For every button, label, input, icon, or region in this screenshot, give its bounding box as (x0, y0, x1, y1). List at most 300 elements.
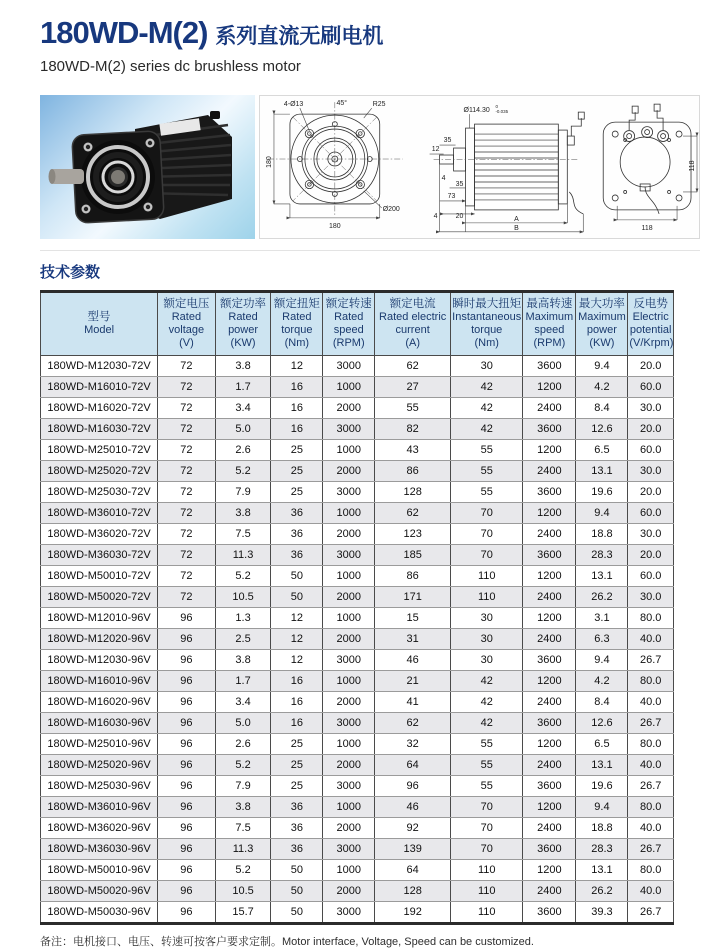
value-cell: 9.4 (576, 797, 628, 818)
value-cell: 96 (158, 671, 216, 692)
value-cell: 3000 (323, 356, 375, 377)
value-cell: 20.0 (628, 419, 674, 440)
value-cell: 110 (451, 587, 523, 608)
value-cell: 96 (158, 902, 216, 924)
value-cell: 7.5 (215, 524, 271, 545)
value-cell: 2400 (523, 629, 576, 650)
value-cell: 9.4 (576, 650, 628, 671)
value-cell: 5.0 (215, 419, 271, 440)
value-cell: 96 (158, 797, 216, 818)
value-cell: 70 (451, 524, 523, 545)
rear-dim-width-label: 118 (641, 224, 653, 232)
value-cell: 20.0 (628, 482, 674, 503)
value-cell: 9.4 (576, 356, 628, 377)
value-cell: 30.0 (628, 524, 674, 545)
side-shaft-dia-label: Ø114.30 (463, 107, 490, 115)
value-cell: 42 (451, 419, 523, 440)
value-cell: 55 (451, 734, 523, 755)
value-cell: 96 (158, 881, 216, 902)
value-cell: 26.7 (628, 776, 674, 797)
model-cell: 180WD-M16010-72V (41, 377, 158, 398)
value-cell: 3000 (323, 419, 375, 440)
value-cell: 20.0 (628, 356, 674, 377)
value-cell: 50 (271, 587, 323, 608)
value-cell: 192 (375, 902, 451, 924)
table-row (41, 902, 674, 924)
value-cell: 60.0 (628, 566, 674, 587)
model-cell: 180WD-M25030-72V (41, 482, 158, 503)
value-cell: 1000 (323, 860, 375, 881)
front-outer-dia-label: Ø200 (382, 205, 400, 213)
model-cell: 180WD-M25010-72V (41, 440, 158, 461)
motor-photo-illustration (40, 95, 255, 239)
value-cell: 2.6 (215, 440, 271, 461)
value-cell: 96 (158, 692, 216, 713)
value-cell: 110 (451, 881, 523, 902)
value-cell: 16 (271, 692, 323, 713)
value-cell: 13.1 (576, 755, 628, 776)
column-header: 额定扭矩 Rated torque (Nm) (271, 292, 323, 356)
value-cell: 50 (271, 566, 323, 587)
value-cell: 3000 (323, 650, 375, 671)
value-cell: 55 (451, 461, 523, 482)
value-cell: 12 (271, 629, 323, 650)
table-row (41, 776, 674, 797)
value-cell: 30.0 (628, 587, 674, 608)
value-cell: 80.0 (628, 860, 674, 881)
value-cell: 3.4 (215, 398, 271, 419)
value-cell: 41 (375, 692, 451, 713)
value-cell: 2.5 (215, 629, 271, 650)
table-row (41, 608, 674, 629)
page-title (40, 16, 718, 56)
value-cell: 55 (451, 755, 523, 776)
value-cell: 12.6 (576, 713, 628, 734)
value-cell: 60.0 (628, 503, 674, 524)
side-view-drawing (430, 104, 585, 232)
value-cell: 5.2 (215, 461, 271, 482)
value-cell: 128 (375, 482, 451, 503)
value-cell: 25 (271, 440, 323, 461)
value-cell: 72 (158, 419, 216, 440)
value-cell: 96 (158, 755, 216, 776)
value-cell: 72 (158, 440, 216, 461)
value-cell: 19.6 (576, 776, 628, 797)
value-cell: 86 (375, 566, 451, 587)
value-cell: 1000 (323, 608, 375, 629)
value-cell: 36 (271, 524, 323, 545)
value-cell: 139 (375, 839, 451, 860)
table-row (41, 461, 674, 482)
value-cell: 30.0 (628, 461, 674, 482)
value-cell: 13.1 (576, 860, 628, 881)
value-cell: 96 (158, 650, 216, 671)
value-cell: 2400 (523, 461, 576, 482)
value-cell: 70 (451, 503, 523, 524)
table-row (41, 839, 674, 860)
value-cell: 10.5 (215, 881, 271, 902)
value-cell: 1200 (523, 797, 576, 818)
value-cell: 5.0 (215, 713, 271, 734)
value-cell: 110 (451, 566, 523, 587)
value-cell: 2400 (523, 692, 576, 713)
value-cell: 2.6 (215, 734, 271, 755)
model-cell: 180WD-M12030-96V (41, 650, 158, 671)
value-cell: 3600 (523, 482, 576, 503)
table-row (41, 503, 674, 524)
model-cell: 180WD-M25020-96V (41, 755, 158, 776)
value-cell: 21 (375, 671, 451, 692)
value-cell: 70 (451, 797, 523, 818)
title-model-code: 180WD-M(2) (40, 15, 208, 50)
value-cell: 80.0 (628, 608, 674, 629)
model-cell: 180WD-M36020-72V (41, 524, 158, 545)
value-cell: 3000 (323, 713, 375, 734)
table-row (41, 797, 674, 818)
side-length-b-label: B (514, 224, 519, 232)
value-cell: 3600 (523, 650, 576, 671)
value-cell: 70 (451, 818, 523, 839)
value-cell: 82 (375, 419, 451, 440)
value-cell: 62 (375, 356, 451, 377)
value-cell: 3.1 (576, 608, 628, 629)
value-cell: 1000 (323, 797, 375, 818)
value-cell: 3.8 (215, 356, 271, 377)
value-cell: 11.3 (215, 839, 271, 860)
value-cell: 26.7 (628, 650, 674, 671)
section-title-technical-parameters: 技术参数 (40, 264, 101, 281)
model-cell: 180WD-M16020-72V (41, 398, 158, 419)
side-dim-35b-label: 35 (455, 180, 464, 188)
model-cell: 180WD-M25030-96V (41, 776, 158, 797)
value-cell: 36 (271, 818, 323, 839)
value-cell: 6.3 (576, 629, 628, 650)
value-cell: 12 (271, 650, 323, 671)
side-dim-73-label: 73 (447, 192, 456, 200)
value-cell: 39.3 (576, 902, 628, 924)
value-cell: 72 (158, 587, 216, 608)
value-cell: 92 (375, 818, 451, 839)
value-cell: 7.9 (215, 776, 271, 797)
model-cell: 180WD-M25010-96V (41, 734, 158, 755)
value-cell: 70 (451, 839, 523, 860)
column-header: 型号 Model (41, 292, 158, 356)
spec-table-body (41, 356, 674, 924)
value-cell: 30.0 (628, 398, 674, 419)
value-cell: 55 (451, 776, 523, 797)
side-dim-35a-label: 35 (443, 137, 452, 145)
spec-table-head-row (41, 292, 674, 356)
value-cell: 123 (375, 524, 451, 545)
value-cell: 3000 (323, 482, 375, 503)
value-cell: 96 (375, 776, 451, 797)
value-cell: 2000 (323, 818, 375, 839)
value-cell: 3.8 (215, 650, 271, 671)
column-header: 最高转速 Maximum speed (RPM) (523, 292, 576, 356)
value-cell: 36 (271, 797, 323, 818)
rear-dim-height-label: 118 (689, 160, 697, 172)
value-cell: 1200 (523, 503, 576, 524)
value-cell: 12.6 (576, 419, 628, 440)
table-row (41, 881, 674, 902)
rear-view-drawing (603, 104, 697, 232)
value-cell: 18.8 (576, 524, 628, 545)
value-cell: 36 (271, 839, 323, 860)
value-cell: 42 (451, 713, 523, 734)
value-cell: 25 (271, 734, 323, 755)
table-row (41, 671, 674, 692)
table-row (41, 524, 674, 545)
side-dim-4a-label: 4 (441, 174, 446, 182)
value-cell: 2400 (523, 398, 576, 419)
value-cell: 96 (158, 818, 216, 839)
value-cell: 1000 (323, 503, 375, 524)
value-cell: 72 (158, 524, 216, 545)
value-cell: 1200 (523, 671, 576, 692)
model-cell: 180WD-M36010-96V (41, 797, 158, 818)
value-cell: 18.8 (576, 818, 628, 839)
value-cell: 12 (271, 608, 323, 629)
value-cell: 55 (375, 398, 451, 419)
value-cell: 80.0 (628, 734, 674, 755)
column-header: 额定电压 Rated voltage (V) (158, 292, 216, 356)
column-header: 瞬时最大扭矩 Instantaneous torque (Nm) (451, 292, 523, 356)
model-cell: 180WD-M50030-96V (47, 906, 151, 918)
value-cell: 72 (158, 545, 216, 566)
table-row (41, 692, 674, 713)
spec-table (40, 290, 674, 925)
value-cell: 2000 (323, 881, 375, 902)
value-cell: 3600 (523, 356, 576, 377)
model-cell: 180WD-M16030-72V (41, 419, 158, 440)
value-cell: 110 (451, 902, 523, 924)
value-cell: 25 (271, 755, 323, 776)
value-cell: 96 (158, 713, 216, 734)
value-cell: 55 (451, 440, 523, 461)
value-cell: 26.2 (576, 881, 628, 902)
value-cell: 2400 (523, 755, 576, 776)
front-angle-label: 45° (336, 100, 348, 108)
model-cell: 180WD-M16030-96V (41, 713, 158, 734)
value-cell: 62 (375, 713, 451, 734)
value-cell: 42 (451, 692, 523, 713)
value-cell: 3600 (523, 545, 576, 566)
model-cell: 180WD-M12030-72V (41, 356, 158, 377)
value-cell: 6.5 (576, 440, 628, 461)
value-cell: 96 (158, 734, 216, 755)
table-row (41, 545, 674, 566)
value-cell: 2000 (323, 461, 375, 482)
table-row (41, 755, 674, 776)
value-cell: 1000 (323, 440, 375, 461)
model-cell: 180WD-M16010-96V (41, 671, 158, 692)
value-cell: 3600 (523, 902, 576, 924)
value-cell: 72 (158, 398, 216, 419)
value-cell: 25 (271, 461, 323, 482)
value-cell: 12 (271, 356, 323, 377)
table-row (41, 356, 674, 377)
value-cell: 55 (451, 482, 523, 503)
dimension-drawings-panel (259, 95, 700, 239)
value-cell: 1.3 (215, 608, 271, 629)
model-cell: 180WD-M12010-96V (41, 608, 158, 629)
value-cell: 26.7 (628, 902, 674, 924)
value-cell: 72 (158, 461, 216, 482)
value-cell: 15 (375, 608, 451, 629)
value-cell: 8.4 (576, 692, 628, 713)
value-cell: 2000 (323, 587, 375, 608)
value-cell: 80.0 (628, 671, 674, 692)
value-cell: 2000 (323, 398, 375, 419)
model-cell: 180WD-M36030-72V (41, 545, 158, 566)
model-cell: 180WD-M50010-72V (41, 566, 158, 587)
model-cell: 180WD-M50010-96V (41, 860, 158, 881)
value-cell: 72 (158, 377, 216, 398)
motor-photo (40, 95, 255, 239)
value-cell: 1200 (523, 734, 576, 755)
value-cell: 16 (271, 398, 323, 419)
value-cell: 60.0 (628, 377, 674, 398)
model-cell: 180WD-M50020-96V (41, 881, 158, 902)
value-cell: 50 (271, 860, 323, 881)
table-row (41, 398, 674, 419)
side-shaft-tol-lo: -0.035 (495, 109, 509, 115)
value-cell: 72 (158, 356, 216, 377)
value-cell: 6.5 (576, 734, 628, 755)
front-bolt-holes-label: 4-Ø13 (283, 101, 304, 109)
value-cell: 16 (271, 671, 323, 692)
value-cell: 28.3 (576, 545, 628, 566)
table-row (41, 818, 674, 839)
value-cell: 86 (375, 461, 451, 482)
value-cell: 9.4 (576, 503, 628, 524)
value-cell: 1000 (323, 377, 375, 398)
value-cell: 3000 (323, 839, 375, 860)
value-cell: 3.8 (215, 503, 271, 524)
value-cell: 40.0 (628, 692, 674, 713)
value-cell: 2000 (323, 692, 375, 713)
side-shaft-tol-hi: 0 (495, 104, 498, 110)
front-dim-width-label: 180 (329, 222, 341, 230)
value-cell: 3600 (523, 839, 576, 860)
value-cell: 96 (158, 629, 216, 650)
value-cell: 28.3 (576, 839, 628, 860)
value-cell: 30 (451, 356, 523, 377)
value-cell: 72 (158, 482, 216, 503)
value-cell: 64 (375, 860, 451, 881)
value-cell: 128 (375, 881, 451, 902)
images-row (40, 95, 700, 251)
value-cell: 3600 (523, 713, 576, 734)
value-cell: 3000 (323, 902, 375, 924)
value-cell: 96 (158, 608, 216, 629)
page-header (40, 16, 718, 75)
value-cell: 13.1 (576, 461, 628, 482)
value-cell: 1200 (523, 377, 576, 398)
value-cell: 72 (158, 566, 216, 587)
value-cell: 27 (375, 377, 451, 398)
value-cell: 30 (451, 650, 523, 671)
table-row (41, 860, 674, 881)
value-cell: 1000 (323, 734, 375, 755)
model-cell: 180WD-M16020-96V (41, 692, 158, 713)
value-cell: 2000 (323, 755, 375, 776)
value-cell: 7.9 (215, 482, 271, 503)
value-cell: 50 (271, 881, 323, 902)
front-radius-label: R25 (372, 101, 386, 109)
model-cell: 180WD-M12020-96V (41, 629, 158, 650)
value-cell: 5.2 (215, 755, 271, 776)
model-cell: 180WD-M25020-72V (41, 461, 158, 482)
table-row (41, 734, 674, 755)
side-dim-4b-label: 4 (433, 212, 438, 220)
value-cell: 185 (375, 545, 451, 566)
value-cell: 19.6 (576, 482, 628, 503)
value-cell: 80.0 (628, 797, 674, 818)
column-header: 反电势 Electric potential (V/Krpm) (628, 292, 674, 356)
value-cell: 36 (271, 545, 323, 566)
table-row (41, 482, 674, 503)
value-cell: 64 (375, 755, 451, 776)
value-cell: 1200 (523, 566, 576, 587)
value-cell: 1.7 (215, 671, 271, 692)
table-row (41, 650, 674, 671)
value-cell: 2000 (323, 629, 375, 650)
value-cell: 26.7 (628, 839, 674, 860)
value-cell: 1000 (323, 566, 375, 587)
table-row (41, 629, 674, 650)
value-cell: 70 (451, 545, 523, 566)
value-cell: 30 (451, 608, 523, 629)
value-cell: 96 (158, 776, 216, 797)
value-cell: 7.5 (215, 818, 271, 839)
value-cell: 25 (271, 776, 323, 797)
model-cell: 180WD-M36030-96V (41, 839, 158, 860)
value-cell: 3600 (523, 776, 576, 797)
dimension-drawings (260, 96, 699, 238)
side-dim-20-label: 20 (455, 212, 464, 220)
value-cell: 50 (271, 902, 323, 924)
value-cell: 96 (158, 860, 216, 881)
title-chinese: 系列直流无刷电机 (215, 25, 384, 48)
value-cell: 15.7 (215, 902, 271, 924)
model-cell: 180WD-M50020-72V (41, 587, 158, 608)
value-cell: 4.2 (576, 377, 628, 398)
value-cell: 40.0 (628, 818, 674, 839)
table-row (41, 566, 674, 587)
value-cell: 42 (451, 377, 523, 398)
value-cell: 60.0 (628, 440, 674, 461)
value-cell: 46 (375, 797, 451, 818)
value-cell: 30 (451, 629, 523, 650)
value-cell: 5.2 (215, 566, 271, 587)
value-cell: 20.0 (628, 545, 674, 566)
value-cell: 1000 (323, 671, 375, 692)
value-cell: 1.7 (215, 377, 271, 398)
column-header: 额定转速 Rated speed (RPM) (323, 292, 375, 356)
value-cell: 13.1 (576, 566, 628, 587)
table-row (41, 587, 674, 608)
value-cell: 43 (375, 440, 451, 461)
value-cell: 2400 (523, 818, 576, 839)
value-cell: 1200 (523, 608, 576, 629)
model-cell: 180WD-M36020-96V (41, 818, 158, 839)
column-header: 额定功率 Rated power (KW) (215, 292, 271, 356)
value-cell: 5.2 (215, 860, 271, 881)
value-cell: 16 (271, 377, 323, 398)
table-row (41, 419, 674, 440)
value-cell: 2400 (523, 524, 576, 545)
